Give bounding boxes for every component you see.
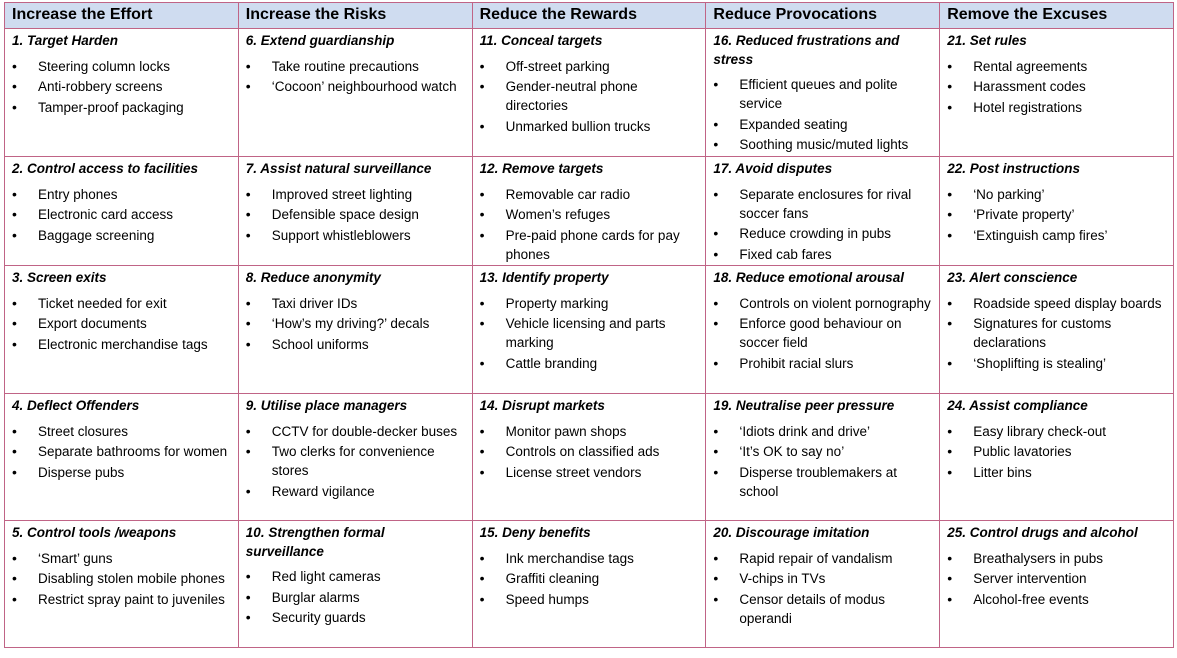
example-item: • ‘How’s my driving?’ decals xyxy=(246,314,466,333)
technique-cell xyxy=(472,394,706,521)
example-item: • Off-street parking xyxy=(480,57,700,76)
technique-cell xyxy=(238,394,472,521)
technique-title: 5. Control tools /weapons xyxy=(12,525,177,540)
example-item: • Pre-paid phone cards for pay phones xyxy=(480,226,700,264)
technique-cell xyxy=(5,157,239,266)
example-item: • Anti-robbery screens xyxy=(12,77,232,96)
example-item: • Server intervention xyxy=(947,569,1167,588)
table-row xyxy=(5,157,1174,266)
example-item: • ‘Idiots drink and drive’ xyxy=(713,422,933,441)
technique-cell xyxy=(5,29,239,157)
technique-cell xyxy=(940,266,1174,394)
example-item: • Fixed cab fares xyxy=(713,245,933,264)
example-list xyxy=(713,549,933,628)
technique-cell xyxy=(238,266,472,394)
technique-title: 20. Discourage imitation xyxy=(713,525,870,540)
example-item: • Soothing music/muted lights xyxy=(713,135,933,154)
technique-cell xyxy=(706,266,940,394)
technique-cell xyxy=(238,29,472,157)
example-item: • ‘Smart’ guns xyxy=(12,549,232,568)
technique-title: 17. Avoid disputes xyxy=(713,161,833,176)
technique-title: 9. Utilise place managers xyxy=(245,398,408,413)
technique-title: 6. Extend guardianship xyxy=(245,33,395,48)
example-item: • Electronic card access xyxy=(12,205,232,224)
example-item: • Speed humps xyxy=(480,590,700,609)
technique-title: 2. Control access to facilities xyxy=(12,161,199,176)
technique-cell xyxy=(472,157,706,266)
technique-cell xyxy=(472,266,706,394)
table-body xyxy=(5,29,1174,648)
technique-cell xyxy=(940,29,1174,157)
technique-title: 21. Set rules xyxy=(947,33,1027,48)
example-item: • Harassment codes xyxy=(947,77,1167,96)
technique-title: 15. Deny benefits xyxy=(479,525,591,540)
technique-cell xyxy=(706,394,940,521)
example-list xyxy=(246,422,466,501)
example-item: • Cattle branding xyxy=(480,354,700,373)
example-item: • ‘Extinguish camp fires’ xyxy=(947,226,1167,245)
example-item: • Red light cameras xyxy=(246,567,466,586)
example-item: • ‘Cocoon’ neighbourhood watch xyxy=(246,77,466,96)
technique-title: 14. Disrupt markets xyxy=(479,398,605,413)
technique-title: 11. Conceal targets xyxy=(479,33,603,48)
example-list xyxy=(947,294,1167,373)
technique-title: 10. Strengthen formal surveillance xyxy=(245,525,385,559)
example-item: • Separate bathrooms for women xyxy=(12,442,232,461)
technique-title: 19. Neutralise peer pressure xyxy=(713,398,895,413)
technique-title: 7. Assist natural surveillance xyxy=(245,161,432,176)
technique-title: 3. Screen exits xyxy=(12,270,107,285)
example-item: • Rapid repair of vandalism xyxy=(713,549,933,568)
example-item: • Litter bins xyxy=(947,463,1167,482)
example-item: • Two clerks for convenience stores xyxy=(246,442,466,480)
table-row xyxy=(5,394,1174,521)
technique-cell xyxy=(5,521,239,648)
example-list xyxy=(947,422,1167,482)
example-list xyxy=(713,185,933,264)
example-item: • Reduce crowding in pubs xyxy=(713,224,933,243)
technique-title: 12. Remove targets xyxy=(479,161,604,176)
technique-title: 16. Reduced frustrations and stress xyxy=(713,33,900,67)
example-item: • Export documents xyxy=(12,314,232,333)
technique-title: 18. Reduce emotional arousal xyxy=(713,270,904,285)
example-item: • Efficient queues and polite service xyxy=(713,75,933,113)
situational-crime-prevention-table xyxy=(4,2,1174,648)
example-item: • License street vendors xyxy=(480,463,700,482)
example-item: • Roadside speed display boards xyxy=(947,294,1167,313)
example-item: • Defensible space design xyxy=(246,205,466,224)
technique-cell xyxy=(5,394,239,521)
technique-cell xyxy=(706,521,940,648)
technique-cell xyxy=(706,29,940,157)
example-item: • School uniforms xyxy=(246,335,466,354)
example-list xyxy=(947,185,1167,245)
example-item: • Separate enclosures for rival soccer fans xyxy=(713,185,933,223)
example-item: • Restrict spray paint to juveniles xyxy=(12,590,232,609)
example-item: • ‘It’s OK to say no’ xyxy=(713,442,933,461)
example-item: • Disperse troublemakers at school xyxy=(713,463,933,501)
example-item: • Controls on violent pornography xyxy=(713,294,933,313)
example-item: • ‘Private property’ xyxy=(947,205,1167,224)
example-item: • Reward vigilance xyxy=(246,482,466,501)
example-item: • Support whistleblowers xyxy=(246,226,466,245)
example-item: • V-chips in TVs xyxy=(713,569,933,588)
example-list xyxy=(12,294,232,354)
example-item: • Controls on classified ads xyxy=(480,442,700,461)
example-item: • Censor details of modus operandi xyxy=(713,590,933,628)
technique-cell xyxy=(940,521,1174,648)
example-item: • Graffiti cleaning xyxy=(480,569,700,588)
technique-title: 23. Alert conscience xyxy=(947,270,1078,285)
technique-title: 24. Assist compliance xyxy=(947,398,1088,413)
column-header: Increase the Risks xyxy=(238,3,472,29)
technique-title: 25. Control drugs and alcohol xyxy=(947,525,1138,540)
technique-cell xyxy=(472,521,706,648)
example-item: • Public lavatories xyxy=(947,442,1167,461)
header-row xyxy=(5,3,1174,29)
example-item: • Baggage screening xyxy=(12,226,232,245)
example-item: • Expanded seating xyxy=(713,115,933,134)
example-item: • Gender-neutral phone directories xyxy=(480,77,700,115)
table-row xyxy=(5,29,1174,157)
example-list xyxy=(12,549,232,609)
example-item: • Vehicle licensing and parts marking xyxy=(480,314,700,352)
example-item: • ‘No parking’ xyxy=(947,185,1167,204)
example-item: • Enforce good behaviour on soccer field xyxy=(713,314,933,352)
example-list xyxy=(246,567,466,627)
example-item: • Ink merchandise tags xyxy=(480,549,700,568)
example-list xyxy=(480,57,700,136)
example-item: • Breathalysers in pubs xyxy=(947,549,1167,568)
example-item: • Alcohol-free events xyxy=(947,590,1167,609)
technique-cell xyxy=(238,521,472,648)
technique-title: 1. Target Harden xyxy=(12,33,119,48)
example-list xyxy=(246,57,466,97)
example-list xyxy=(480,294,700,373)
technique-cell xyxy=(238,157,472,266)
example-item: • Take routine precautions xyxy=(246,57,466,76)
example-list xyxy=(713,294,933,373)
example-item: • Prohibit racial slurs xyxy=(713,354,933,373)
technique-cell xyxy=(940,394,1174,521)
technique-cell xyxy=(706,157,940,266)
example-item: • Women’s refuges xyxy=(480,205,700,224)
example-list xyxy=(480,422,700,482)
example-item: • Street closures xyxy=(12,422,232,441)
example-list xyxy=(246,185,466,245)
column-header: Increase the Effort xyxy=(5,3,239,29)
example-item: • CCTV for double-decker buses xyxy=(246,422,466,441)
example-list xyxy=(12,57,232,117)
table-row xyxy=(5,266,1174,394)
technique-cell xyxy=(472,29,706,157)
example-item: • Monitor pawn shops xyxy=(480,422,700,441)
technique-title: 8. Reduce anonymity xyxy=(245,270,381,285)
table-row xyxy=(5,521,1174,648)
example-list xyxy=(713,422,933,501)
example-item: • ‘Shoplifting is stealing’ xyxy=(947,354,1167,373)
example-list xyxy=(12,185,232,245)
example-item: • Taxi driver IDs xyxy=(246,294,466,313)
example-list xyxy=(713,75,933,154)
example-item: • Rental agreements xyxy=(947,57,1167,76)
example-item: • Disabling stolen mobile phones xyxy=(12,569,232,588)
technique-title: 13. Identify property xyxy=(479,270,609,285)
example-item: • Improved street lighting xyxy=(246,185,466,204)
example-item: • Hotel registrations xyxy=(947,98,1167,117)
example-item: • Property marking xyxy=(480,294,700,313)
example-item: • Security guards xyxy=(246,608,466,627)
example-item: • Steering column locks xyxy=(12,57,232,76)
example-item: • Ticket needed for exit xyxy=(12,294,232,313)
example-item: • Removable car radio xyxy=(480,185,700,204)
example-item: • Entry phones xyxy=(12,185,232,204)
technique-cell xyxy=(940,157,1174,266)
column-header: Remove the Excuses xyxy=(940,3,1174,29)
example-item: • Disperse pubs xyxy=(12,463,232,482)
example-item: • Tamper-proof packaging xyxy=(12,98,232,117)
example-list xyxy=(246,294,466,354)
example-item: • Signatures for customs declarations xyxy=(947,314,1167,352)
example-list xyxy=(12,422,232,482)
example-list xyxy=(947,549,1167,609)
example-item: • Electronic merchandise tags xyxy=(12,335,232,354)
example-item: • Easy library check-out xyxy=(947,422,1167,441)
technique-title: 4. Deflect Offenders xyxy=(12,398,140,413)
technique-cell xyxy=(5,266,239,394)
column-header: Reduce Provocations xyxy=(706,3,940,29)
example-list xyxy=(480,185,700,264)
example-item: • Burglar alarms xyxy=(246,588,466,607)
technique-title: 22. Post instructions xyxy=(947,161,1080,176)
example-list xyxy=(947,57,1167,117)
example-item: • Unmarked bullion trucks xyxy=(480,117,700,136)
example-list xyxy=(480,549,700,609)
column-header: Reduce the Rewards xyxy=(472,3,706,29)
